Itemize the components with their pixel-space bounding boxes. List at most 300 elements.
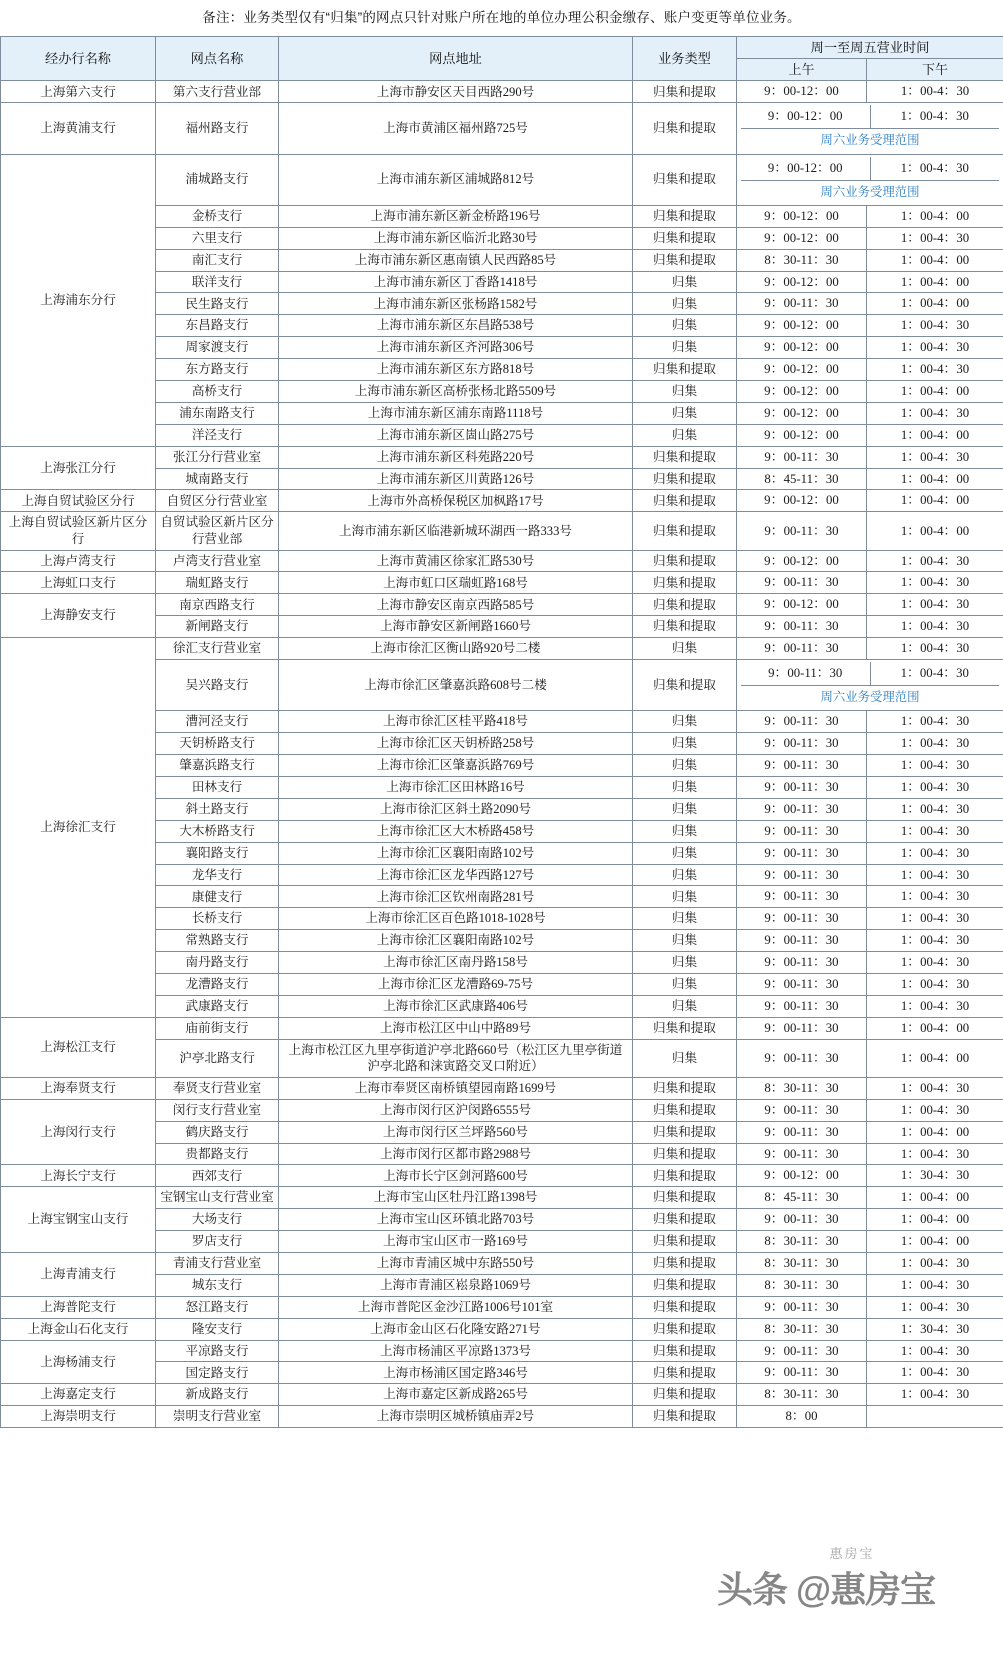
cell-hours-afternoon: 1：00-4：00 (867, 1039, 1003, 1077)
cell-business-type: 归集和提取 (633, 1231, 737, 1253)
cell-business-type: 归集和提取 (633, 616, 737, 638)
cell-business-type: 归集和提取 (633, 1274, 737, 1296)
cell-branch-name: 闵行支行营业室 (156, 1099, 279, 1121)
cell-hours-morning: 9：00-11：30 (737, 886, 867, 908)
cell-hours-morning: 9：00-12：00 (737, 381, 867, 403)
cell-address: 上海市浦东新区川黄路126号 (279, 468, 633, 490)
cell-hours-morning: 9：00-11：30 (737, 1340, 867, 1362)
table-row (1, 154, 1003, 205)
cell-branch-name: 民生路支行 (156, 293, 279, 315)
cell-branch-name: 鹤庆路支行 (156, 1121, 279, 1143)
cell-hours-morning: 9：00-12：00 (737, 1165, 867, 1187)
cell-hours-morning: 9：00-11：30 (737, 755, 867, 777)
cell-hours-morning: 9：00-11：30 (737, 446, 867, 468)
cell-address: 上海市普陀区金沙江路1006号101室 (279, 1296, 633, 1318)
table-note: 备注：业务类型仅有“归集”的网点只针对账户所在地的单位办理公积金缴存、账户变更等单位业务。 (202, 10, 801, 25)
cell-hours-morning: 9：00-11：30 (737, 638, 867, 660)
cell-hours-afternoon: 1：00-4：30 (867, 1143, 1003, 1165)
cell-address: 上海市浦东新区临沂北路30号 (279, 227, 633, 249)
cell-address: 上海市闵行区兰坪路560号 (279, 1121, 633, 1143)
cell-bank-name: 上海虹口支行 (1, 572, 156, 594)
cell-business-type: 归集和提取 (633, 572, 737, 594)
cell-address: 上海市崇明区城桥镇庙弄2号 (279, 1406, 633, 1428)
cell-business-type: 归集和提取 (633, 1165, 737, 1187)
cell-address: 上海市松江区中山中路89号 (279, 1017, 633, 1039)
cell-hours-afternoon: 1：00-4：30 (867, 755, 1003, 777)
cell-hours-afternoon: 1：00-4：30 (867, 227, 1003, 249)
table-row (1, 1340, 1003, 1362)
cell-hours-morning: 9：00-11：30 (737, 711, 867, 733)
cell-business-type: 归集和提取 (633, 227, 737, 249)
cell-hours-afternoon: 1：00-4：00 (867, 468, 1003, 490)
cell-branch-name: 瑞虹路支行 (156, 572, 279, 594)
cell-address: 上海市静安区新闸路1660号 (279, 616, 633, 638)
cell-business-type: 归集 (633, 930, 737, 952)
cell-address: 上海市杨浦区平凉路1373号 (279, 1340, 633, 1362)
cell-address: 上海市浦东新区临港新城环湖西一路333号 (279, 512, 633, 550)
table-row (1, 103, 1003, 154)
cell-address: 上海市徐汇区龙华西路127号 (279, 864, 633, 886)
cell-business-type: 归集 (633, 271, 737, 293)
cell-hours-afternoon: 1：00-4：30 (867, 798, 1003, 820)
cell-business-type: 归集 (633, 733, 737, 755)
cell-business-type: 归集 (633, 293, 737, 315)
cell-business-type: 归集和提取 (633, 594, 737, 616)
header-row-primary (1, 36, 1003, 58)
cell-bank-name: 上海自贸试验区分行 (1, 490, 156, 512)
cell-business-type: 归集 (633, 638, 737, 660)
cell-branch-name: 平凉路支行 (156, 1340, 279, 1362)
cell-hours-afternoon: 1：00-4：30 (867, 594, 1003, 616)
cell-branch-name: 斜土路支行 (156, 798, 279, 820)
table-row (1, 594, 1003, 616)
cell-business-type: 归集和提取 (633, 1187, 737, 1209)
cell-branch-name: 大场支行 (156, 1209, 279, 1231)
cell-hours-afternoon: 1：30-4：30 (867, 1165, 1003, 1187)
cell-business-type: 归集和提取 (633, 1340, 737, 1362)
cell-branch-name: 徐汇支行营业室 (156, 638, 279, 660)
cell-hours-morning: 9：00-12：00 (741, 105, 870, 128)
cell-business-type: 归集和提取 (633, 205, 737, 227)
cell-hours-morning: 9：00-11：30 (737, 1143, 867, 1165)
table-row (1, 1318, 1003, 1340)
cell-business-type: 归集和提取 (633, 512, 737, 550)
cell-hours-morning: 9：00-11：30 (737, 952, 867, 974)
cell-business-type: 归集 (633, 842, 737, 864)
cell-branch-name: 长桥支行 (156, 908, 279, 930)
cell-hours-afternoon: 1：00-4：30 (867, 864, 1003, 886)
cell-business-type: 归集 (633, 315, 737, 337)
cell-hours-with-saturday (737, 103, 1003, 154)
cell-branch-name: 东方路支行 (156, 359, 279, 381)
cell-hours-with-saturday (737, 154, 1003, 205)
cell-business-type: 归集 (633, 1039, 737, 1077)
table-row (1, 81, 1003, 103)
saturday-scope-link[interactable]: 周六业务受理范围 (820, 133, 920, 148)
cell-address: 上海市徐汇区衡山路920号二楼 (279, 638, 633, 660)
watermark-main: 头条 @惠房宝 (717, 1569, 936, 1610)
cell-hours-morning: 9：00-11：30 (741, 662, 870, 685)
cell-hours-morning: 9：00-11：30 (737, 616, 867, 638)
cell-hours-morning: 8：30-11：30 (737, 1274, 867, 1296)
cell-hours-afternoon: 1：00-4：00 (867, 1187, 1003, 1209)
cell-business-type: 归集 (633, 820, 737, 842)
cell-branch-name: 武康路支行 (156, 995, 279, 1017)
cell-branch-name: 南丹路支行 (156, 952, 279, 974)
cell-bank-name: 上海张江分行 (1, 446, 156, 490)
cell-hours-afternoon: 1：00-4：30 (867, 1274, 1003, 1296)
cell-hours-morning: 8：30-11：30 (737, 1077, 867, 1099)
table-row (1, 1187, 1003, 1209)
cell-branch-name: 奉贤支行营业室 (156, 1077, 279, 1099)
cell-address: 上海市徐汇区百色路1018-1028号 (279, 908, 633, 930)
cell-branch-name: 卢湾支行营业室 (156, 550, 279, 572)
cell-hours-morning: 8：30-11：30 (737, 1384, 867, 1406)
cell-business-type: 归集 (633, 402, 737, 424)
cell-address: 上海市徐汇区桂平路418号 (279, 711, 633, 733)
column-header-afternoon: 下午 (867, 59, 1003, 81)
cell-bank-name: 上海自贸试验区新片区分行 (1, 512, 156, 550)
cell-branch-name: 城东支行 (156, 1274, 279, 1296)
cell-branch-name: 新成路支行 (156, 1384, 279, 1406)
cell-hours-morning: 8：00 (737, 1406, 867, 1428)
cell-hours-morning: 8：30-11：30 (737, 249, 867, 271)
cell-hours-afternoon: 1：00-4：30 (867, 446, 1003, 468)
cell-business-type: 归集 (633, 908, 737, 930)
cell-hours-afternoon: 1：00-4：00 (867, 424, 1003, 446)
cell-hours-morning: 9：00-12：00 (737, 227, 867, 249)
watermark-sub: 惠房宝 (829, 1546, 875, 1561)
cell-business-type: 归集和提取 (633, 1296, 737, 1318)
cell-hours-afternoon: 1：00-4：30 (867, 1296, 1003, 1318)
cell-branch-name: 田林支行 (156, 776, 279, 798)
cell-business-type: 归集和提取 (633, 468, 737, 490)
cell-hours-afternoon: 1：00-4：00 (867, 1209, 1003, 1231)
cell-branch-name: 六里支行 (156, 227, 279, 249)
cell-hours-afternoon: 1：00-4：30 (867, 315, 1003, 337)
cell-business-type: 归集和提取 (633, 1384, 737, 1406)
cell-address: 上海市闵行区沪闵路6555号 (279, 1099, 633, 1121)
cell-business-type: 归集 (633, 952, 737, 974)
table-row (1, 1384, 1003, 1406)
cell-hours-afternoon: 1：00-4：30 (867, 1384, 1003, 1406)
cell-hours-morning: 9：00-11：30 (737, 572, 867, 594)
cell-hours-morning: 9：00-12：00 (737, 315, 867, 337)
cell-bank-name: 上海第六支行 (1, 81, 156, 103)
cell-hours-afternoon: 1：00-4：30 (867, 550, 1003, 572)
cell-bank-name: 上海黄浦支行 (1, 103, 156, 154)
table-row (1, 1253, 1003, 1275)
cell-hours-afternoon: 1：00-4：30 (867, 886, 1003, 908)
cell-address: 上海市徐汇区斜土路2090号 (279, 798, 633, 820)
cell-hours-afternoon: 1：00-4：30 (867, 733, 1003, 755)
cell-business-type: 归集和提取 (633, 446, 737, 468)
cell-business-type: 归集和提取 (633, 103, 737, 154)
cell-bank-name: 上海杨浦支行 (1, 1340, 156, 1384)
cell-business-type: 归集 (633, 886, 737, 908)
cell-hours-morning: 9：00-11：30 (737, 1209, 867, 1231)
cell-hours-afternoon: 1：00-4：30 (867, 952, 1003, 974)
cell-address: 上海市徐汇区大木桥路458号 (279, 820, 633, 842)
cell-hours-afternoon: 1：00-4：30 (867, 973, 1003, 995)
cell-address: 上海市徐汇区肇嘉浜路769号 (279, 755, 633, 777)
cell-hours-morning: 9：00-11：30 (737, 842, 867, 864)
cell-hours-afternoon: 1：00-4：30 (867, 1362, 1003, 1384)
cell-bank-name: 上海松江支行 (1, 1017, 156, 1077)
cell-branch-name: 福州路支行 (156, 103, 279, 154)
cell-hours-afternoon: 1：00-4：30 (867, 572, 1003, 594)
watermark (717, 1543, 987, 1613)
cell-hours-afternoon: 1：00-4：30 (867, 1099, 1003, 1121)
cell-hours-morning: 9：00-12：00 (737, 402, 867, 424)
cell-hours-morning: 8：45-11：30 (737, 468, 867, 490)
cell-business-type: 归集和提取 (633, 1143, 737, 1165)
cell-business-type: 归集和提取 (633, 359, 737, 381)
cell-hours-afternoon: 1：00-4：00 (867, 205, 1003, 227)
cell-hours-morning: 9：00-11：30 (737, 1296, 867, 1318)
cell-branch-name: 城南路支行 (156, 468, 279, 490)
cell-hours-afternoon: 1：00-4：00 (867, 512, 1003, 550)
cell-address: 上海市徐汇区襄阳南路102号 (279, 842, 633, 864)
cell-hours-morning: 8：30-11：30 (737, 1253, 867, 1275)
cell-branch-name: 庙前街支行 (156, 1017, 279, 1039)
cell-branch-name: 吴兴路支行 (156, 660, 279, 711)
column-header-morning: 上午 (737, 59, 867, 81)
cell-hours-morning: 9：00-12：00 (737, 205, 867, 227)
cell-address: 上海市外高桥保税区加枫路17号 (279, 490, 633, 512)
cell-hours-morning: 9：00-12：00 (737, 594, 867, 616)
cell-address: 上海市徐汇区襄阳南路102号 (279, 930, 633, 952)
cell-business-type: 归集 (633, 711, 737, 733)
cell-hours-morning: 9：00-11：30 (737, 1039, 867, 1077)
cell-branch-name: 国定路支行 (156, 1362, 279, 1384)
cell-hours-morning: 9：00-11：30 (737, 1099, 867, 1121)
table-row (1, 638, 1003, 660)
cell-hours-afternoon: 1：00-4：30 (867, 930, 1003, 952)
table-row (1, 550, 1003, 572)
cell-hours-morning: 9：00-12：00 (737, 424, 867, 446)
cell-business-type: 归集 (633, 424, 737, 446)
cell-bank-name: 上海崇明支行 (1, 1406, 156, 1428)
cell-branch-name: 沪亭北路支行 (156, 1039, 279, 1077)
cell-address: 上海市宝山区牡丹江路1398号 (279, 1187, 633, 1209)
cell-hours-afternoon: 1：00-4：30 (867, 776, 1003, 798)
cell-address: 上海市徐汇区钦州南路281号 (279, 886, 633, 908)
cell-hours-afternoon: 1：00-4：30 (867, 820, 1003, 842)
cell-branch-name: 金桥支行 (156, 205, 279, 227)
cell-address: 上海市浦东新区张杨路1582号 (279, 293, 633, 315)
cell-branch-name: 周家渡支行 (156, 337, 279, 359)
cell-address: 上海市宝山区环镇北路703号 (279, 1209, 633, 1231)
cell-branch-name: 龙华支行 (156, 864, 279, 886)
cell-branch-name: 崇明支行营业室 (156, 1406, 279, 1428)
cell-business-type: 归集和提取 (633, 1209, 737, 1231)
cell-hours-afternoon: 1：00-4：00 (867, 1231, 1003, 1253)
cell-hours-with-saturday (737, 660, 1003, 711)
cell-hours-afternoon: 1：00-4：00 (867, 271, 1003, 293)
cell-business-type: 归集和提取 (633, 550, 737, 572)
cell-bank-name: 上海奉贤支行 (1, 1077, 156, 1099)
cell-hours-afternoon: 1：00-4：30 (867, 711, 1003, 733)
cell-hours-afternoon: 1：00-4：30 (867, 402, 1003, 424)
cell-address: 上海市徐汇区武康路406号 (279, 995, 633, 1017)
cell-hours-morning: 9：00-12：00 (741, 157, 870, 180)
cell-address: 上海市宝山区市一路169号 (279, 1231, 633, 1253)
cell-hours-afternoon: 1：00-4：30 (867, 908, 1003, 930)
cell-hours-afternoon: 1：00-4：00 (867, 249, 1003, 271)
cell-business-type: 归集 (633, 381, 737, 403)
cell-branch-name: 襄阳路支行 (156, 842, 279, 864)
cell-hours-morning: 9：00-11：30 (737, 930, 867, 952)
cell-hours-morning: 9：00-11：30 (737, 776, 867, 798)
cell-branch-name: 联洋支行 (156, 271, 279, 293)
table-row (1, 490, 1003, 512)
cell-branch-name: 浦东南路支行 (156, 402, 279, 424)
cell-hours-morning: 9：00-12：00 (737, 271, 867, 293)
cell-hours-afternoon: 1：30-4：30 (867, 1318, 1003, 1340)
cell-business-type: 归集 (633, 973, 737, 995)
table-row (1, 1165, 1003, 1187)
cell-hours-morning: 9：00-12：00 (737, 550, 867, 572)
cell-address: 上海市青浦区崧泉路1069号 (279, 1274, 633, 1296)
cell-hours-morning: 9：00-11：30 (737, 1362, 867, 1384)
cell-address: 上海市徐汇区肇嘉浜路608号二楼 (279, 660, 633, 711)
cell-business-type: 归集和提取 (633, 660, 737, 711)
cell-business-type: 归集 (633, 798, 737, 820)
cell-hours-morning: 9：00-11：30 (737, 1121, 867, 1143)
cell-address: 上海市静安区南京西路585号 (279, 594, 633, 616)
table-body (1, 81, 1003, 1428)
cell-branch-name: 康健支行 (156, 886, 279, 908)
cell-address: 上海市徐汇区田林路16号 (279, 776, 633, 798)
cell-address: 上海市浦东新区浦城路812号 (279, 154, 633, 205)
cell-hours-morning: 9：00-12：00 (737, 337, 867, 359)
cell-branch-name: 南汇支行 (156, 249, 279, 271)
cell-hours-afternoon: 1：00-4：30 (867, 81, 1003, 103)
cell-business-type: 归集和提取 (633, 1121, 737, 1143)
cell-bank-name: 上海普陀支行 (1, 1296, 156, 1318)
cell-branch-name: 浦城路支行 (156, 154, 279, 205)
cell-address: 上海市浦东新区新金桥路196号 (279, 205, 633, 227)
cell-hours-morning: 9：00-11：30 (737, 733, 867, 755)
cell-bank-name: 上海金山石化支行 (1, 1318, 156, 1340)
cell-address: 上海市浦东新区东方路818号 (279, 359, 633, 381)
cell-hours-morning: 9：00-12：00 (737, 359, 867, 381)
cell-branch-name: 自贸区分行营业室 (156, 490, 279, 512)
cell-hours-afternoon: 1：00-4：30 (867, 1253, 1003, 1275)
cell-address: 上海市虹口区瑞虹路168号 (279, 572, 633, 594)
column-header-branch: 网点名称 (156, 36, 279, 81)
cell-hours-afternoon: 1：00-4：30 (867, 995, 1003, 1017)
cell-business-type: 归集和提取 (633, 1406, 737, 1428)
cell-branch-name: 宝钢宝山支行营业室 (156, 1187, 279, 1209)
column-header-address: 网点地址 (279, 36, 633, 81)
cell-branch-name: 青浦支行营业室 (156, 1253, 279, 1275)
cell-business-type: 归集 (633, 337, 737, 359)
cell-branch-name: 洋泾支行 (156, 424, 279, 446)
cell-branch-name: 新闸路支行 (156, 616, 279, 638)
cell-address: 上海市松江区九里亭街道沪亭北路660号（松江区九里亭街道沪亭北路和涞寅路交叉口附近） (279, 1039, 633, 1077)
cell-hours-morning: 9：00-12：00 (737, 490, 867, 512)
table-row (1, 446, 1003, 468)
cell-bank-name: 上海宝钢宝山支行 (1, 1187, 156, 1253)
cell-hours-afternoon: 1：00-4：30 (870, 157, 999, 180)
branch-hours-table (0, 36, 1003, 1428)
cell-branch-name: 龙漕路支行 (156, 973, 279, 995)
table-row (1, 1077, 1003, 1099)
cell-hours-afternoon: 1：00-4：00 (867, 490, 1003, 512)
cell-address: 上海市浦东新区浦东南路1118号 (279, 402, 633, 424)
cell-hours-afternoon: 1：00-4：30 (870, 105, 999, 128)
table-row (1, 572, 1003, 594)
cell-address: 上海市金山区石化隆安路271号 (279, 1318, 633, 1340)
cell-business-type: 归集 (633, 776, 737, 798)
cell-hours-morning: 9：00-11：30 (737, 293, 867, 315)
table-row (1, 512, 1003, 550)
cell-branch-name: 西郊支行 (156, 1165, 279, 1187)
cell-address: 上海市长宁区剑河路600号 (279, 1165, 633, 1187)
cell-bank-name: 上海卢湾支行 (1, 550, 156, 572)
cell-address: 上海市浦东新区崮山路275号 (279, 424, 633, 446)
cell-hours-morning: 9：00-11：30 (737, 1017, 867, 1039)
cell-branch-name: 东昌路支行 (156, 315, 279, 337)
cell-hours-morning: 8：30-11：30 (737, 1231, 867, 1253)
cell-address: 上海市闵行区都市路2988号 (279, 1143, 633, 1165)
cell-branch-name: 怒江路支行 (156, 1296, 279, 1318)
saturday-scope-link[interactable]: 周六业务受理范围 (820, 689, 920, 704)
cell-hours-morning: 9：00-11：30 (737, 820, 867, 842)
cell-business-type: 归集和提取 (633, 1362, 737, 1384)
cell-hours-morning: 9：00-11：30 (737, 864, 867, 886)
cell-business-type: 归集 (633, 755, 737, 777)
cell-address: 上海市徐汇区龙漕路69-75号 (279, 973, 633, 995)
cell-branch-name: 肇嘉浜路支行 (156, 755, 279, 777)
cell-bank-name: 上海浦东分行 (1, 154, 156, 446)
cell-branch-name: 罗店支行 (156, 1231, 279, 1253)
saturday-scope-link[interactable]: 周六业务受理范围 (820, 184, 920, 199)
cell-address: 上海市浦东新区高桥张杨北路5509号 (279, 381, 633, 403)
cell-branch-name: 自贸试验区新片区分行营业部 (156, 512, 279, 550)
table-row (1, 1296, 1003, 1318)
table-row (1, 1406, 1003, 1428)
cell-branch-name: 漕河泾支行 (156, 711, 279, 733)
cell-hours-afternoon: 1：00-4：30 (867, 1077, 1003, 1099)
cell-bank-name: 上海青浦支行 (1, 1253, 156, 1297)
cell-business-type: 归集和提取 (633, 1318, 737, 1340)
cell-business-type: 归集和提取 (633, 1077, 737, 1099)
cell-address: 上海市嘉定区新成路265号 (279, 1384, 633, 1406)
cell-bank-name: 上海嘉定支行 (1, 1384, 156, 1406)
cell-business-type: 归集和提取 (633, 154, 737, 205)
cell-business-type: 归集 (633, 995, 737, 1017)
cell-hours-afternoon: 1：00-4：30 (867, 1340, 1003, 1362)
cell-business-type: 归集和提取 (633, 1017, 737, 1039)
cell-hours-morning: 9：00-11：30 (737, 973, 867, 995)
cell-branch-name: 大木桥路支行 (156, 820, 279, 842)
cell-hours-morning: 9：00-11：30 (737, 512, 867, 550)
cell-branch-name: 常熟路支行 (156, 930, 279, 952)
cell-hours-morning: 9：00-11：30 (737, 908, 867, 930)
cell-hours-morning: 9：00-12：00 (737, 81, 867, 103)
table-row (1, 1017, 1003, 1039)
cell-address: 上海市浦东新区丁香路1418号 (279, 271, 633, 293)
cell-branch-name: 隆安支行 (156, 1318, 279, 1340)
cell-business-type: 归集和提取 (633, 490, 737, 512)
cell-hours-afternoon: 1：00-4：00 (867, 1121, 1003, 1143)
table-row (1, 1099, 1003, 1121)
cell-hours-afternoon: 1：00-4：30 (867, 359, 1003, 381)
cell-hours-morning: 9：00-11：30 (737, 995, 867, 1017)
